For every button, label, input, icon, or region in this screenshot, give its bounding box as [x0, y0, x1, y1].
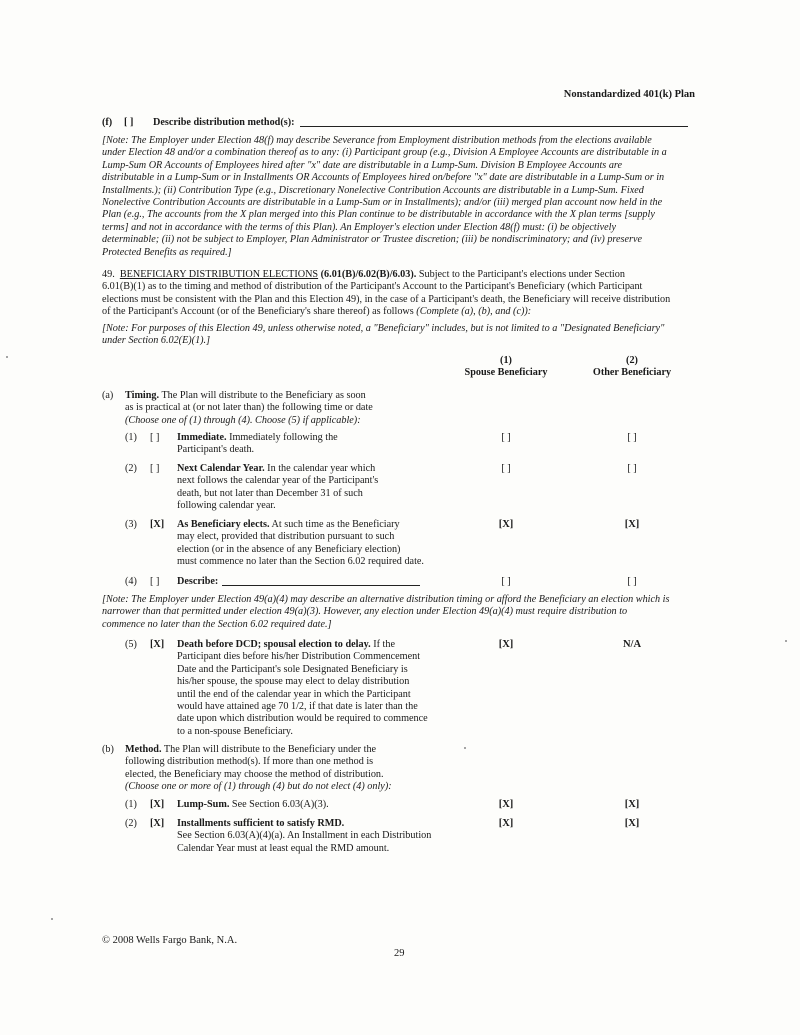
note-a4 [102, 594, 702, 631]
option-number: (2) [125, 818, 137, 829]
option-text [177, 639, 457, 738]
election-ref: (6.01(B)/6.02(B)/6.03). [320, 269, 417, 280]
other-checkbox[interactable]: [X] [624, 799, 640, 810]
item-f-label: (f) [102, 117, 113, 128]
other-value: N/A [622, 639, 642, 650]
spouse-checkbox[interactable]: [X] [498, 519, 514, 530]
section-instruction: (Choose one or more of (1) through (4) but do not elect (4) only): [125, 781, 392, 793]
document-header: Nonstandardized 401(k) Plan [563, 89, 695, 100]
other-checkbox[interactable]: [ ] [627, 576, 637, 587]
election-line: of the Participant's Account (or of the Beneficiary's share thereof) as follows [102, 306, 414, 318]
note-line: Lump-Sum OR Accounts of Employees hired after "x" date are distributable in a Lump-Sum. Division B Employee Accounts are [102, 159, 623, 171]
election-title: BENEFICIARY DISTRIBUTION ELECTIONS [119, 269, 319, 280]
option-line: until the end of the calendar year in which the Participant [177, 688, 411, 700]
other-checkbox[interactable]: [ ] [627, 463, 637, 474]
section-line: following distribution method(s). If more than one method is [125, 756, 374, 768]
spouse-checkbox[interactable]: [ ] [501, 432, 511, 443]
option-checkbox[interactable]: [ ] [150, 432, 160, 443]
spouse-checkbox[interactable]: [X] [498, 799, 514, 810]
option-title: Immediate. [177, 432, 227, 443]
option-title: Death before DCD; spousal election to delay. [177, 639, 371, 650]
option-line: death, but not later than December 31 of such [177, 487, 363, 499]
column-label: Other Beneficiary [592, 366, 672, 378]
section-a-label: (a) [102, 390, 114, 401]
note-line: narrower than that permitted under election 49(a)(3). However, any election under Election 49(a)(4) must require distribution to [102, 606, 628, 618]
note-line: [Note: The Employer under Election 49(a)(4) may describe an alternative distribution timing or afford the Beneficiary an election which is [102, 594, 670, 605]
note-line: determinable; (ii) not be subject to Employer, Plan Administrator or Trustee discretion; (iii) be nondiscriminatory; and (iv) preserve [102, 234, 643, 246]
section-line: elected, the Beneficiary may choose the method of distribution. [125, 768, 384, 780]
option-title: Installments sufficient to satisfy RMD. [177, 818, 345, 829]
option-line: to a non-spouse Beneficiary. [177, 725, 293, 737]
note-line: Nonelective Contribution Accounts are distributable in a Lump-Sum or in Installments); and/or (iii) merged plan account now held in the [102, 197, 663, 209]
column-number: (1) [500, 355, 512, 366]
section-b-text [125, 744, 445, 794]
option-checkbox[interactable]: [X] [150, 519, 165, 530]
spouse-checkbox[interactable]: [X] [498, 639, 514, 650]
column-label: Spouse Beneficiary [464, 366, 548, 378]
election-instruction: (Complete (a), (b), and (c)): [416, 306, 532, 318]
other-checkbox[interactable]: [X] [624, 818, 640, 829]
option-line: his/her spouse, the spouse may elect to delay distribution [177, 676, 410, 688]
note-line: Protected Benefits as required.] [102, 246, 232, 258]
section-line: as is practical at (or not later than) the following time or date [125, 402, 373, 414]
election-line: elections must be consistent with the Plan and this Election 49), in the case of a Participant's death, the Beneficiary will receive distribution [102, 293, 671, 305]
option-title: Describe: [177, 576, 219, 587]
section-a-title: Timing. [125, 390, 160, 401]
section-a-text [125, 390, 445, 427]
election-line: 6.01(B)(1) as to the timing and method of distribution of the Participant's Account to the Participant's Beneficiary (which Participant [102, 281, 643, 293]
page-number: 29 [394, 948, 405, 959]
scan-speck [464, 747, 466, 749]
note-line: distributable in a Lump-Sum or in Installments OR Accounts of Employees hired on/before "x" date are distributable in a Lump-Sum or in [102, 172, 665, 184]
election-number: 49. [102, 269, 115, 280]
scan-speck [51, 918, 53, 920]
option-line: Participant dies before his/her Distribution Commencement [177, 651, 421, 663]
option-text [177, 432, 447, 457]
section-b-title: Method. [125, 744, 162, 755]
option-line: At such time as the Beneficiary [271, 519, 400, 530]
option-line: must commence no later than the Section 6.02 required date. [177, 556, 424, 568]
option-line: In the calendar year which [267, 463, 376, 474]
election-49-note [102, 323, 702, 348]
note-line: [Note: The Employer under Election 48(f) may describe Severance from Employment distribution methods from the elections available [102, 135, 652, 146]
election-49 [102, 269, 702, 319]
option-line: may elect, provided that distribution pursuant to such [177, 531, 395, 543]
other-checkbox[interactable]: [X] [624, 519, 640, 530]
section-line: The Plan will distribute to the Beneficiary under the [163, 744, 377, 755]
option-line: next follows the calendar year of the Participant's [177, 475, 379, 487]
scan-speck [785, 640, 787, 642]
option-checkbox[interactable]: [ ] [150, 576, 160, 587]
column-spouse-beneficiary [446, 355, 566, 378]
item-f-checkbox[interactable]: [ ] [124, 117, 134, 128]
item-f-fill-line[interactable] [300, 126, 688, 127]
option-number: (5) [125, 639, 137, 650]
option-line: election (or in the absence of any Beneficiary election) [177, 543, 401, 555]
option-line: Calendar Year must at least equal the RMD amount. [177, 842, 390, 854]
scan-speck [6, 356, 8, 358]
option-number: (1) [125, 432, 137, 443]
option-line: Participant's death. [177, 444, 255, 456]
option-text [177, 799, 457, 811]
spouse-checkbox[interactable]: [ ] [501, 463, 511, 474]
option-line: Immediately following the [229, 432, 338, 443]
column-other-beneficiary [572, 355, 692, 378]
option-title: Next Calendar Year. [177, 463, 265, 474]
option-number: (1) [125, 799, 137, 810]
option-number: (3) [125, 519, 137, 530]
other-checkbox[interactable]: [ ] [627, 432, 637, 443]
option-line: See Section 6.03(A)(3). [231, 799, 329, 810]
option-text [177, 519, 457, 569]
option-line: If the [373, 639, 395, 650]
note-f [102, 135, 702, 259]
option-checkbox[interactable]: [ ] [150, 463, 160, 474]
note-line: under Section 6.02(E)(1).] [102, 335, 211, 347]
option-line: following calendar year. [177, 500, 276, 512]
option-text [177, 463, 447, 513]
election-text: Subject to the Participant's elections under Section [418, 269, 625, 280]
column-number: (2) [626, 355, 638, 366]
section-line: The Plan will distribute to the Beneficiary as soon [161, 390, 366, 401]
option-line: would have attained age 70 1/2, if that date is later than the [177, 701, 418, 713]
note-line: [Note: For purposes of this Election 49, unless otherwise noted, a "Beneficiary" includes, but is not limited to a "Designated Beneficiary" [102, 323, 665, 334]
section-instruction: (Choose one of (1) through (4). Choose (5) if applicable): [125, 414, 361, 426]
option-text [177, 818, 467, 855]
footer-copyright: © 2008 Wells Fargo Bank, N.A. [102, 935, 238, 946]
option-line: See Section 6.03(A)(4)(a). An Installment in each Distribution [177, 830, 432, 842]
option-number: (4) [125, 576, 137, 587]
option-title: As Beneficiary elects. [177, 519, 270, 530]
option-checkbox[interactable]: [X] [150, 818, 165, 829]
item-f-text: Describe distribution method(s): [153, 117, 295, 128]
option-line: Date and the Participant's sole Designated Beneficiary is [177, 663, 408, 675]
spouse-checkbox[interactable]: [ ] [501, 576, 511, 587]
note-line: under Election 48 and/or a combination thereof as to any: (i) Participant group (e.g., Division A Employee Accounts are distributable in a [102, 147, 667, 159]
note-line: commence no later than the Section 6.02 required date.] [102, 618, 332, 630]
option-title: Lump-Sum. [177, 799, 230, 810]
note-line: Installments.); (ii) Contribution Type (e.g., Discretionary Nonelective Contribution Accounts are distributable in a Lump-Sum. Fixed [102, 184, 644, 196]
describe-fill-line[interactable] [222, 585, 420, 586]
note-line: Plan (e.g., The accounts from the X plan merged into this Plan continue to be distributable in accordance with the X plan terms [supply [102, 209, 655, 221]
section-b-label: (b) [102, 744, 114, 755]
spouse-checkbox[interactable]: [X] [498, 818, 514, 829]
option-checkbox[interactable]: [X] [150, 799, 165, 810]
option-number: (2) [125, 463, 137, 474]
note-line: terms] and not in accordance with the terms of this Plan). An Employer's election under Election 48(f) must: (i) be objectively [102, 221, 616, 233]
option-line: date upon which distribution would be required to commence [177, 713, 428, 725]
option-checkbox[interactable]: [X] [150, 639, 165, 650]
